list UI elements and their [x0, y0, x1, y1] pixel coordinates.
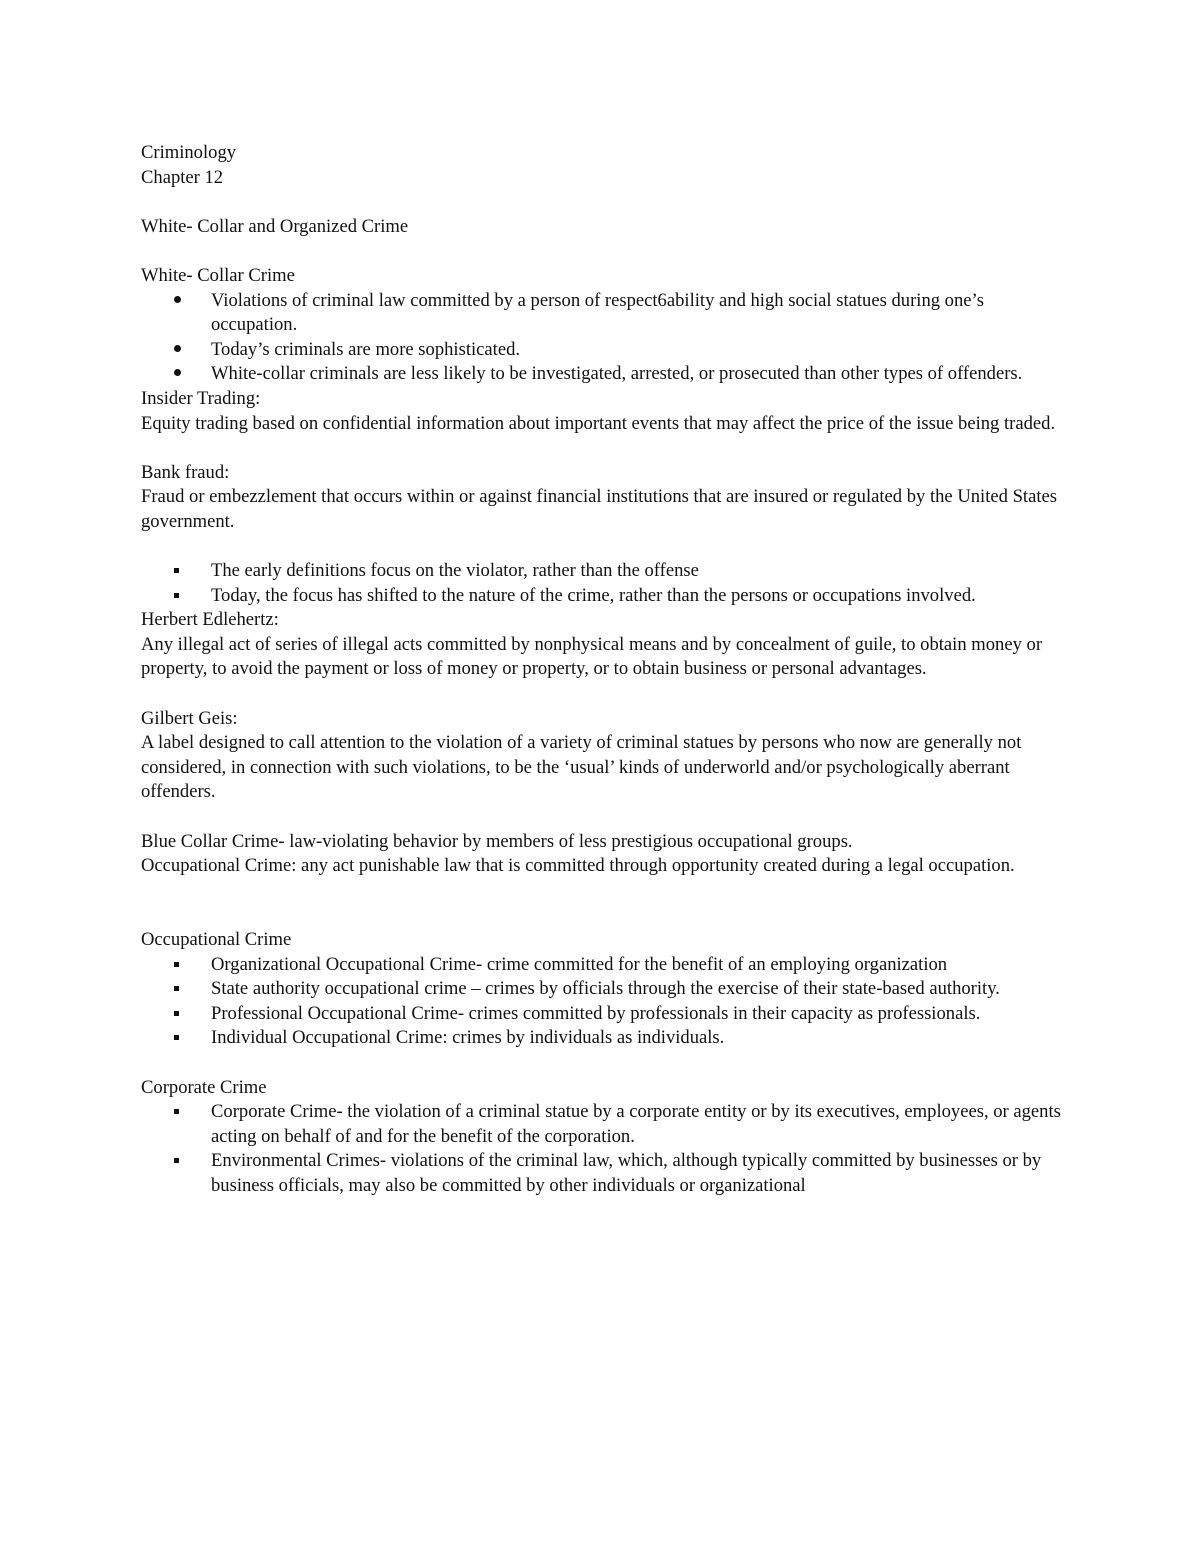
occupational-list — [141, 953, 1061, 1051]
list-item-text: Violations of criminal law committed by a person of respect6ability and high social statues during one’s occupation. — [211, 289, 984, 336]
bullet-square-icon — [174, 977, 179, 1002]
geis-term: Gilbert Geis: — [141, 707, 238, 729]
bullet-dot-icon — [174, 338, 181, 363]
list-item-text: Environmental Crimes- violations of the criminal law, which, although typically committed by businesses or by business officials, may also be committed by other individuals or organizational — [211, 1150, 1042, 1196]
edelhertz-term: Herbert Edlehertz: — [141, 609, 279, 631]
corporate-list — [141, 1100, 1061, 1198]
list-item-text: Today’s criminals are more sophisticated. — [211, 338, 521, 360]
list-item — [141, 1149, 1061, 1198]
insider-trading-definition: Equity trading based on confidential information about important events that may affect the price of the issue being traded. — [141, 412, 1056, 434]
list-item — [141, 584, 1061, 609]
white-collar-heading: White- Collar Crime — [141, 264, 295, 286]
document-title: White- Collar and Organized Crime — [141, 215, 409, 237]
bullet-dot-icon — [174, 362, 181, 387]
definitions-shift-list — [141, 559, 1061, 608]
list-item-text: Corporate Crime- the violation of a criminal statue by a corporate entity or by its executives, employees, or agents acting on behalf of and for the benefit of the corporation. — [211, 1101, 1061, 1147]
edelhertz-definition: Any illegal act of series of illegal acts committed by nonphysical means and by concealment of guile, to obtain money or property, to avoid the payment or loss of money or property, or to obtain business or personal advantages. — [141, 633, 1043, 680]
bullet-square-icon — [174, 1026, 179, 1051]
list-item — [141, 1002, 1061, 1027]
geis-definition: A label designed to call attention to the violation of a variety of criminal statues by persons who now are generally not considered, in connection with such violations, to be the ‘usual’ kinds of underworld and/or psychologically aberrant offenders. — [141, 732, 1022, 803]
bullet-square-icon — [174, 584, 179, 609]
corporate-heading: Corporate Crime — [141, 1076, 267, 1098]
bullet-square-icon — [174, 1100, 179, 1125]
list-item-text: State authority occupational crime – crimes by officials through the exercise of their state-based authority. — [211, 978, 1000, 1000]
bullet-square-icon — [174, 953, 179, 978]
bank-fraud-term: Bank fraud: — [141, 461, 230, 483]
spacer — [141, 879, 1061, 904]
bank-fraud-definition: Fraud or embezzlement that occurs within or against financial institutions that are insured or regulated by the United States government. — [141, 486, 1057, 532]
spacer — [141, 436, 1061, 461]
list-item — [141, 289, 1061, 338]
list-item-text: Organizational Occupational Crime- crime committed for the benefit of an employing organization — [211, 953, 948, 975]
list-item — [141, 559, 1061, 584]
blue-collar-definition: Blue Collar Crime- law-violating behavior by members of less prestigious occupational groups. — [141, 830, 853, 852]
bullet-square-icon — [174, 559, 179, 584]
spacer — [141, 535, 1061, 560]
list-item-text: White-collar criminals are less likely to be investigated, arrested, or prosecuted than other types of offenders. — [211, 363, 1023, 385]
list-item — [141, 338, 1061, 363]
list-item — [141, 1100, 1061, 1149]
course-title: Criminology — [141, 142, 237, 163]
list-item — [141, 977, 1061, 1002]
spacer — [141, 903, 1061, 928]
bullet-dot-icon — [174, 289, 181, 314]
list-item-text: Professional Occupational Crime- crimes committed by professionals in their capacity as professionals. — [211, 1002, 981, 1024]
list-item-text: The early definitions focus on the violator, rather than the offense — [211, 560, 699, 582]
white-collar-list — [141, 289, 1061, 387]
insider-trading-term: Insider Trading: — [141, 387, 261, 409]
list-item — [141, 1026, 1061, 1051]
spacer — [141, 239, 1061, 264]
list-item — [141, 953, 1061, 978]
occupational-heading: Occupational Crime — [141, 929, 292, 950]
bullet-square-icon — [174, 1002, 179, 1027]
spacer — [141, 682, 1061, 707]
document-page — [141, 141, 1061, 1199]
spacer — [141, 190, 1061, 215]
spacer — [141, 805, 1061, 830]
list-item — [141, 362, 1061, 387]
bullet-square-icon — [174, 1149, 179, 1174]
chapter-label: Chapter 12 — [141, 166, 224, 188]
occupational-crime-definition: Occupational Crime: any act punishable law that is committed through opportunity created during a legal occupation. — [141, 855, 1015, 877]
list-item-text: Individual Occupational Crime: crimes by individuals as individuals. — [211, 1027, 725, 1049]
list-item-text: Today, the focus has shifted to the nature of the crime, rather than the persons or occupations involved. — [211, 584, 976, 606]
spacer — [141, 1051, 1061, 1076]
